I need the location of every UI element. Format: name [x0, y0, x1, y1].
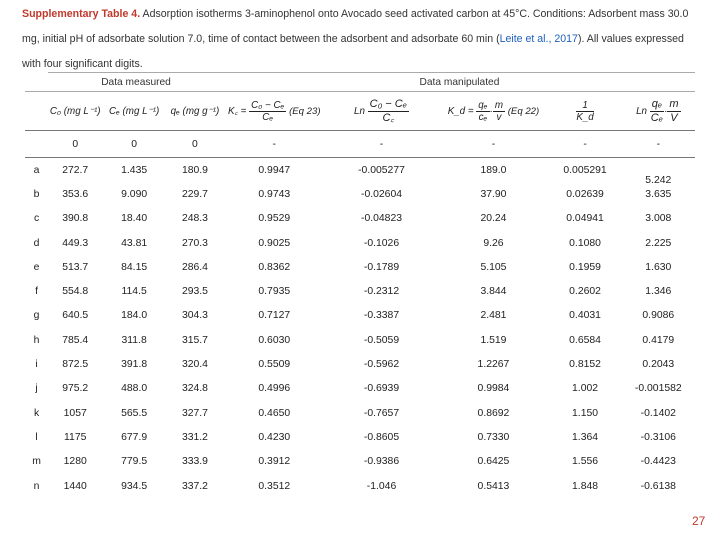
cell-c0: 975.2: [62, 383, 89, 395]
table-row: [25, 474, 695, 498]
cell-qe: 286.4: [181, 261, 208, 273]
cell-ln: -0.9386: [363, 456, 400, 468]
row-label: e: [33, 261, 40, 273]
cell-kc: 0.6030: [258, 334, 291, 346]
table-row: [25, 231, 695, 255]
cell-lnq: -0.1402: [640, 407, 676, 419]
header-kc-denominator: Cₑ: [262, 111, 274, 123]
cell-inv: 1.556: [572, 456, 599, 468]
cell-kd: 9.26: [483, 237, 504, 249]
cell-kd: 0.7330: [477, 431, 510, 443]
cell-ce: 18.40: [121, 213, 148, 225]
table-row: [25, 207, 695, 231]
cell-ln: -0.2312: [363, 286, 400, 298]
cell-kc: 0.5509: [258, 359, 291, 371]
cell-kc: 0.9947: [258, 164, 291, 176]
header-ln-prefix: Ln: [354, 105, 365, 117]
cell-kd: 0.9984: [477, 383, 510, 395]
cell-inv: 0.005291: [563, 164, 607, 176]
cell-qe: 331.2: [181, 431, 208, 443]
cell-inv: 0.2602: [569, 286, 601, 298]
cell-lnq-value: 5.242: [645, 174, 672, 186]
cell-c0: 390.8: [62, 213, 89, 225]
cell-qe: 229.7: [181, 188, 208, 200]
cell-lnq: -0.001582: [634, 383, 682, 395]
cell-kd: 0.6425: [477, 456, 510, 468]
cell-kc: 0.4996: [258, 383, 291, 395]
table-row: [25, 328, 695, 352]
header-inv-denominator: K_d: [576, 111, 594, 123]
cell-c0: 1280: [63, 456, 87, 468]
column-header-row: [25, 92, 695, 131]
cell-c0: 449.3: [62, 237, 89, 249]
table-row: [25, 255, 695, 279]
cell-inv: 1.002: [572, 383, 599, 395]
cell-qe: 337.2: [181, 480, 208, 492]
header-inverse-kd: [548, 92, 621, 131]
row-label: j: [35, 383, 38, 395]
cell-inv: 0.04941: [566, 213, 604, 225]
header-kc-lhs: K꜀ =: [227, 105, 247, 117]
cell-c0: 1175: [64, 431, 87, 443]
cell-qe: 248.3: [181, 213, 208, 225]
cell-lnq: 0.9086: [642, 310, 675, 322]
cell-c0: 513.7: [62, 261, 89, 273]
cell-c0: 272.7: [62, 164, 89, 176]
row-label: f: [35, 286, 38, 298]
row-label: i: [35, 359, 38, 371]
cell-ln: -1.046: [366, 480, 397, 492]
cell-ce: 0: [102, 131, 166, 158]
cell-ce: 779.5: [121, 456, 148, 468]
cell-lnq: -0.3106: [640, 431, 676, 443]
cell-ce: 311.8: [121, 334, 147, 346]
header-kc: [224, 92, 325, 131]
cell-lnq: 0.4179: [642, 334, 675, 346]
cell-ln: -: [325, 131, 439, 158]
row-label: a: [33, 164, 40, 176]
cell-c0: 1057: [63, 407, 87, 419]
header-lnq: Ln $\frac{\text{qₑ}}{\text{Cₑ}}$ · $\frac{m}{V}$: [622, 92, 695, 131]
cell-ce: 1.435: [121, 164, 148, 176]
cell-kd: 0.5413: [477, 480, 510, 492]
cell-qe: 270.3: [181, 237, 208, 249]
cell-ln: -0.02604: [360, 188, 403, 200]
group-header-row: [25, 73, 695, 92]
cell-ln: -0.5059: [363, 334, 400, 346]
header-kc-eq: (Eq 23): [289, 105, 321, 117]
cell-kc: 0.4650: [258, 407, 291, 419]
row-label: d: [33, 237, 40, 249]
isotherm-table: [25, 72, 695, 498]
table-row: [25, 182, 695, 206]
header-kd-eq: (Eq 22): [507, 105, 540, 117]
cell-lnq: -0.4423: [640, 456, 676, 468]
cell-ce: 488.0: [121, 383, 148, 395]
cell-c0: 640.5: [62, 310, 89, 322]
cell-ce: 565.5: [121, 407, 148, 419]
table-body: [25, 131, 695, 499]
cell-kd: 1.2267: [477, 359, 510, 371]
cell-kc: 0.3912: [258, 456, 291, 468]
row-label: m: [32, 456, 41, 468]
cell-c0: 554.8: [62, 286, 89, 298]
cell-kd: 20.24: [480, 213, 507, 225]
header-kc-fraction: [249, 100, 286, 123]
cell-ln: -0.1789: [363, 261, 400, 273]
cell-c0: 785.4: [62, 334, 89, 346]
cell-ce: 677.9: [121, 431, 148, 443]
page-number: 27: [692, 514, 706, 528]
cell-kc: 0.7127: [258, 310, 291, 322]
cell-qe: 315.7: [181, 334, 208, 346]
row-label: l: [35, 431, 38, 443]
header-kd: K_d = $\frac{\text{qₑ}}{\text{cₑ}}$ · $\frac{m}{v}$ (Eq 22): [438, 92, 548, 131]
row-label: c: [33, 213, 40, 225]
cell-ln: -0.7657: [363, 407, 400, 419]
cell-inv: 1.848: [572, 480, 599, 492]
row-label: b: [33, 188, 40, 200]
header-kd-num1: qₑ: [478, 99, 488, 111]
cell-ln: -0.1026: [363, 237, 400, 249]
caption-citation-link[interactable]: Leite et al., 2017: [499, 33, 578, 45]
table-row: [25, 450, 695, 474]
cell-inv: 1.364: [572, 431, 599, 443]
cell-c0: 0: [48, 131, 102, 158]
header-kc-numerator: C₀ − Cₑ: [251, 99, 285, 111]
cell-kd: -: [438, 131, 548, 158]
cell-kd: 3.844: [480, 286, 507, 298]
cell-qe: 320.4: [181, 359, 208, 371]
header-ln-fraction: [368, 98, 409, 125]
cell-ce: 934.5: [121, 480, 148, 492]
cell-lnq: [622, 158, 695, 186]
header-lnq-num1: qₑ: [651, 97, 663, 110]
cell-kd: 0.8692: [477, 407, 510, 419]
caption-text-1: Adsorption isotherms 3-aminophenol onto Avocado seed activated carbon at 45°C. Conditions: Adsorbent mass 30.0 mg, initial pH of adsorbate solution 7.0, time of contact between the adsorbent and adsorbate 60 min (: [22, 8, 689, 45]
cell-qe: 293.5: [181, 286, 208, 298]
table-row: [25, 279, 695, 303]
cell-kc: 0.7935: [258, 286, 291, 298]
header-lnq-num2: m: [669, 97, 679, 110]
cell-inv: 0.6584: [569, 334, 601, 346]
row-label: g: [33, 310, 40, 322]
cell-kd: 2.481: [480, 310, 507, 322]
cell-ce: 114.5: [121, 286, 147, 298]
cell-inv: 0.1080: [569, 237, 601, 249]
cell-kd: 189.0: [480, 164, 507, 176]
header-kd-den2: v: [496, 111, 502, 123]
cell-lnq: 3.008: [645, 213, 672, 225]
cell-inv: 0.1959: [569, 261, 601, 273]
cell-qe: 324.8: [181, 383, 208, 395]
cell-ce: 391.8: [121, 359, 148, 371]
cell-kc: 0.9743: [258, 188, 291, 200]
cell-ln: -0.5962: [363, 359, 400, 371]
cell-kc: 0.3512: [258, 480, 291, 492]
header-ln-denominator: C꜀: [382, 111, 395, 124]
header-kd-num2: m: [494, 99, 503, 111]
cell-lnq: 0.2043: [642, 359, 675, 371]
cell-lnq: -0.6138: [640, 480, 676, 492]
table-row-zero: [25, 131, 695, 158]
table-row: [25, 401, 695, 425]
table-row: [25, 304, 695, 328]
header-kd-fraction-1: [476, 100, 489, 123]
header-lnq-den2: V: [670, 111, 678, 124]
header-c0: C₀ (mg L⁻¹): [48, 92, 102, 131]
cell-qe: 180.9: [181, 164, 208, 176]
header-lnq-prefix: Ln: [636, 105, 647, 117]
cell-ce: 43.81: [121, 237, 148, 249]
cell-inv: -: [548, 131, 621, 158]
cell-c0: 872.5: [62, 359, 89, 371]
cell-lnq: 1.346: [645, 286, 672, 298]
header-lnq-fraction-1: [650, 98, 664, 125]
cell-inv: 1.150: [572, 407, 599, 419]
cell-inv: 0.02639: [566, 188, 604, 200]
cell-ln: -0.04823: [360, 213, 403, 225]
cell-lnq: 1.630: [645, 261, 672, 273]
header-lnq-fraction-2: [667, 98, 680, 125]
cell-ce: 184.0: [121, 310, 148, 322]
cell-ce: 9.090: [121, 188, 148, 200]
header-kd-lhs: K_d =: [447, 105, 474, 117]
cell-qe: 333.9: [181, 456, 208, 468]
cell-kc: 0.4230: [258, 431, 291, 443]
header-ce: Cₑ (mg L⁻¹): [102, 92, 166, 131]
group-header-measured: Data measured: [48, 73, 224, 92]
header-inv-numerator: 1: [576, 100, 593, 112]
cell-kc: 0.8362: [258, 261, 291, 273]
cell-inv: 0.8152: [569, 359, 601, 371]
header-inv-fraction: [576, 100, 593, 123]
cell-qe: 304.3: [181, 310, 208, 322]
row-label: n: [33, 480, 40, 492]
cell-c0: 1440: [63, 480, 87, 492]
cell-inv: 0.4031: [569, 310, 601, 322]
table-row: [25, 158, 695, 183]
caption-heading: Supplementary Table 4.: [22, 8, 141, 20]
cell-ln: -0.3387: [363, 310, 400, 322]
row-label: h: [33, 334, 40, 346]
cell-c0: 353.6: [62, 188, 89, 200]
cell-qe: 0: [166, 131, 224, 158]
row-label: k: [33, 407, 40, 419]
header-kd-fraction-2: [493, 100, 505, 123]
cell-kc: 0.9025: [258, 237, 291, 249]
cell-lnq: 3.635: [645, 188, 672, 200]
cell-kd: 37.90: [480, 188, 507, 200]
group-header-manipulated: Data manipulated: [224, 73, 695, 92]
cell-lnq: -: [622, 131, 695, 158]
header-ln: [325, 92, 439, 131]
cell-kd: 5.105: [480, 261, 507, 273]
header-kd-den1: cₑ: [478, 111, 488, 123]
cell-ln: -0.6939: [363, 383, 400, 395]
header-qe: qₑ (mg g⁻¹): [166, 92, 224, 131]
cell-lnq: 2.225: [645, 237, 672, 249]
cell-ln: -0.8605: [363, 431, 400, 443]
header-ln-numerator: C₀ − Cₑ: [369, 97, 407, 110]
table-row: [25, 352, 695, 376]
cell-ce: 84.15: [121, 261, 148, 273]
table-row: [25, 425, 695, 449]
cell-kc: -: [224, 131, 325, 158]
header-lnq-den1: Cₑ: [650, 111, 663, 124]
cell-kc: 0.9529: [258, 213, 291, 225]
cell-ln: -0.005277: [358, 164, 405, 176]
caption-text-2: ). All values expressed with four significant digits.: [22, 33, 684, 70]
table-caption: [22, 2, 702, 77]
table-row: [25, 377, 695, 401]
cell-kd: 1.519: [480, 334, 507, 346]
cell-qe: 327.7: [181, 407, 208, 419]
